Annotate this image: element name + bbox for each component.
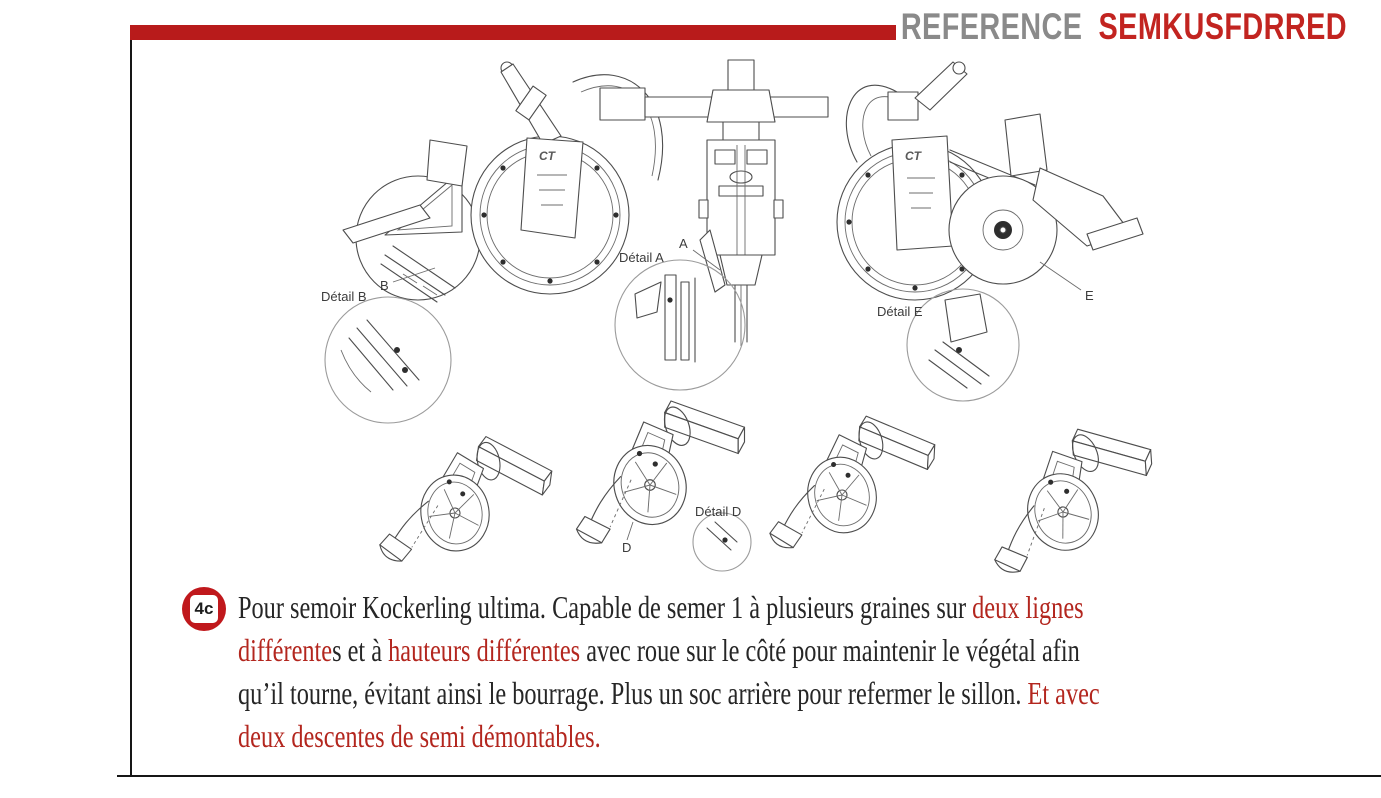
caption-segment: Pour semoir Kockerling ultima. Capable de semer 1 à plusieurs graines sur: [238, 589, 973, 625]
detail-d-label: Détail D: [695, 504, 742, 519]
brand-mark: CT: [539, 149, 555, 163]
caption-segment: s et à: [332, 632, 389, 668]
technical-diagram: [135, 50, 1375, 590]
detail-a-label: Détail A: [619, 250, 664, 265]
item-badge: [182, 587, 226, 631]
detail-e-label: Détail E: [877, 304, 923, 319]
brand-mark: CT: [905, 149, 921, 163]
detail-d-callout: [693, 504, 751, 571]
item-badge-number: 4c: [190, 595, 218, 623]
page-left-border: [130, 40, 132, 776]
caption-line: [238, 586, 1100, 629]
drawing-iso-unit-2: [577, 401, 745, 555]
caption-line: [238, 715, 1100, 758]
detail-b-label: Détail B: [321, 289, 367, 304]
caption-text: [238, 586, 1372, 758]
reference-header: [901, 6, 1347, 48]
caption-segment: avec roue sur le côté pour maintenir le végétal afin: [580, 632, 1080, 668]
reference-label: REFERENCE: [900, 6, 1083, 47]
drawing-iso-unit-1: [378, 424, 555, 580]
point-b-label: B: [380, 278, 389, 293]
header-rule: [130, 25, 896, 40]
caption-segment: deux descentes de semi démontables.: [238, 718, 601, 754]
reference-code: SEMKUSFDRRED: [1098, 6, 1347, 47]
caption-line: [238, 672, 1100, 715]
caption-line: [238, 629, 1100, 672]
drawing-front-view-center: [615, 60, 828, 390]
caption-segment: deux lignes: [972, 589, 1084, 625]
point-a-label: A: [679, 236, 688, 251]
drawing-iso-unit-3: [769, 411, 936, 555]
caption-segment: qu’il tourne, évitant ainsi le bourrage. Plus un soc arrière pour refermer le sillon.: [238, 675, 1028, 711]
drawing-side-view-left: [321, 62, 663, 423]
page-bottom-border: [117, 775, 1381, 777]
caption-segment: Et avec: [1027, 675, 1100, 711]
drawing-side-view-right: [837, 62, 1143, 401]
point-d-label: D: [622, 540, 632, 555]
point-e-label: E: [1085, 288, 1094, 303]
caption-segment: hauteurs différentes: [388, 632, 581, 668]
caption-segment: différente: [238, 632, 333, 668]
drawing-iso-unit-4: [986, 424, 1158, 573]
